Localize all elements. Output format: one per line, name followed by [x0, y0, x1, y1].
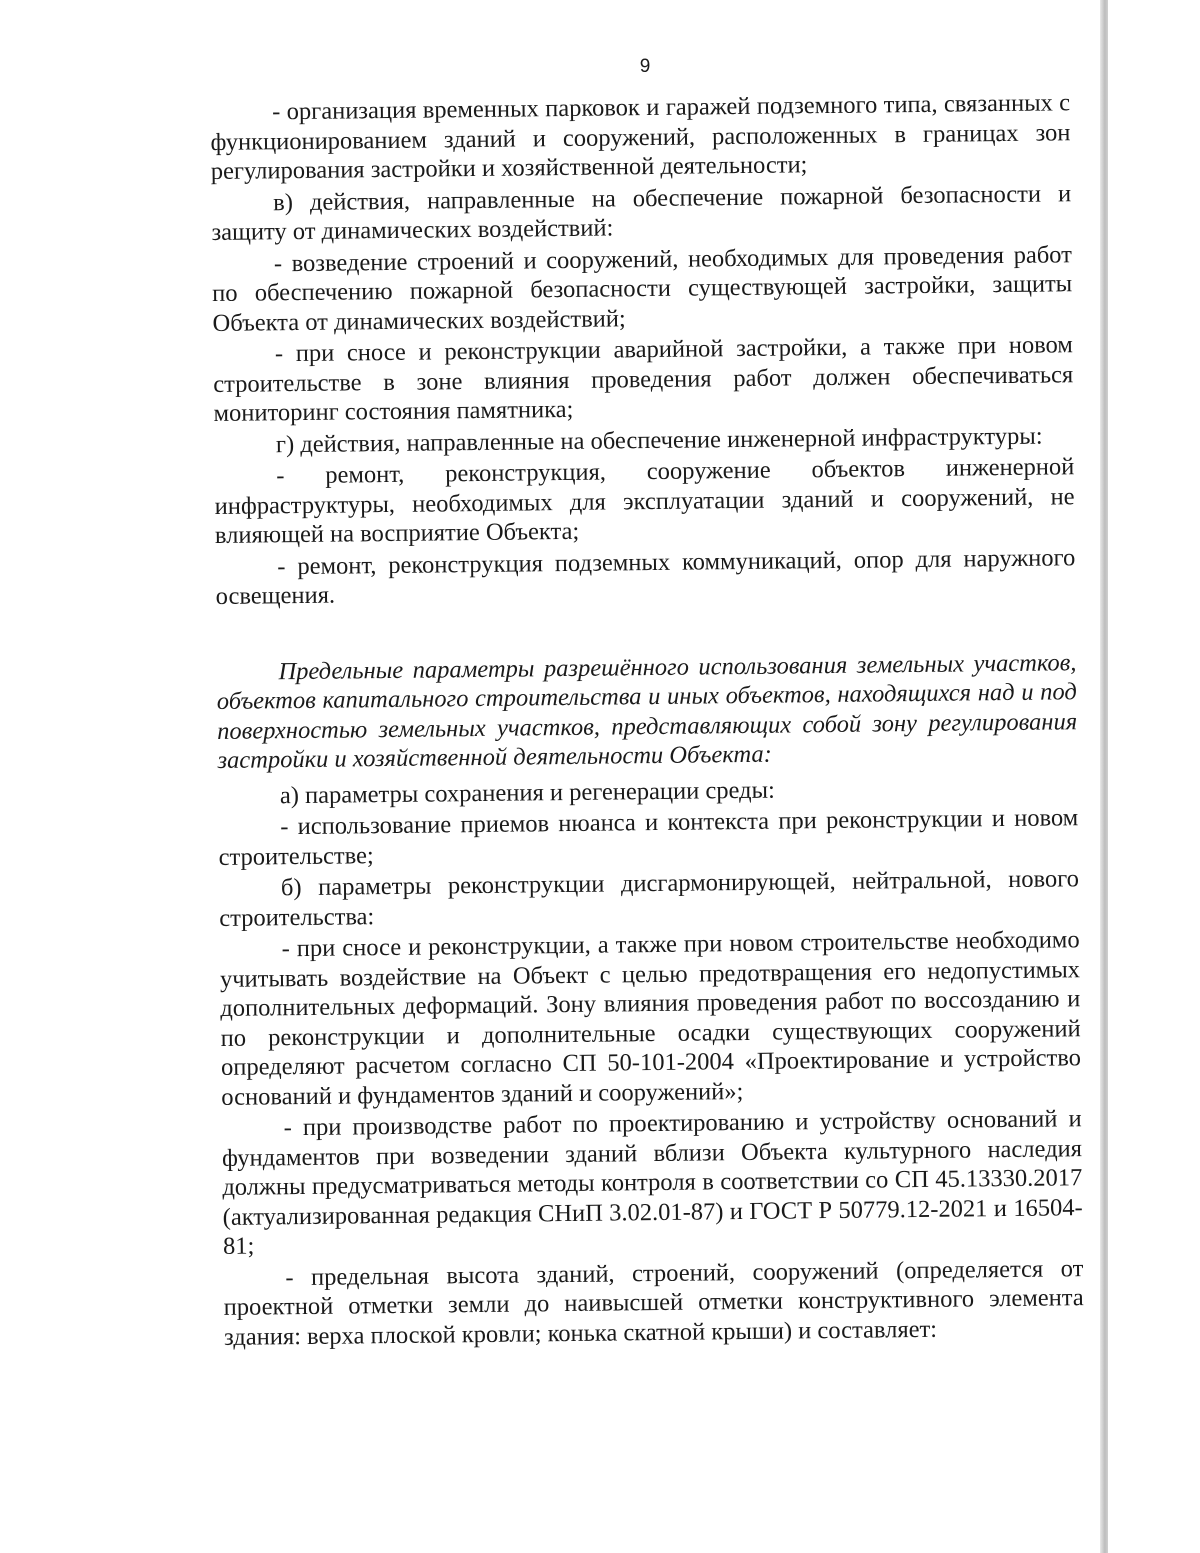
paragraph: - возведение строений и сооружений, необходимых для проведения работ по обеспечению пожарной безопасности существующей застройки, защиты Объекта от динамических воздействий;: [212, 240, 1073, 337]
paragraph: а) параметры сохранения и регенерации среды:: [279, 776, 775, 809]
paragraph: - ремонт, реконструкция подземных коммуникаций, опор для наружного освещения.: [215, 543, 1076, 610]
paragraph: - ремонт, реконструкция, сооружение объектов инженерной инфраструктуры, необходимых для эксплуатации зданий и сооружений, не влияющей на восприятие Объекта;: [214, 453, 1075, 549]
scan-margin: [1108, 0, 1200, 1553]
paragraph: в) действия, направленные на обеспечение пожарной безопасности и защиту от динамических воздействий:: [211, 179, 1072, 246]
paragraph: - использование приемов нюанса и контекста при реконструкции и новом строительстве;: [218, 804, 1079, 871]
paragraph: - при производстве работ по проектированию и устройству оснований и фундаментов при возведении зданий вблизи Объекта культурного наследия должны предусматриваться методы контроля в соответствии со СП 45.13330.2017 (актуализированная редакция СНиП 3.02.01-87) и ГОСТ Р 50779.12-2021 и 16504-81;: [221, 1105, 1083, 1260]
paragraph: б) параметры реконструкции дисгармонирующей, нейтральной, нового строительства:: [219, 865, 1080, 932]
paragraph: - при сносе и реконструкции аварийной застройки, а также при новом строительстве в зоне влияния проведения работ должен обеспечиваться мониторинг состояния памятника;: [213, 331, 1074, 427]
page-number: 9: [639, 56, 651, 77]
page-edge-shadow: [1100, 0, 1108, 1553]
paragraph: - организация временных парковок и гаражей подземного типа, связанных с функционированием зданий и сооружений, расположенных в границах зон регулирования застройки и хозяйственной деятельности;: [210, 89, 1071, 185]
paragraph: - при сносе и реконструкции, а также при новом строительстве необходимо учитывать воздействие на Объект с целью предотвращения его недопустимых дополнительных деформаций. Зону влияния проведения работ по воссозданию и по реконструкции и дополнительные осадки существующих сооружений определяют расчетом согласно СП 50-101-2004 «Проектирование и устройство оснований и фундаментов зданий и сооружений»;: [219, 926, 1082, 1111]
paragraph: г) действия, направленные на обеспечение инженерной инфраструктуры:: [275, 422, 1043, 458]
body-text: [210, 88, 1084, 1354]
italic-heading: Предельные параметры разрешённого использования земельных участков, объектов капитального строительства и иных объектов, находящихся над и под поверхностью земельных участков, представляющих собой зону регулирования застройки и хозяйственной деятельности Объекта:: [216, 648, 1078, 774]
paragraph: - предельная высота зданий, строений, сооружений (определяется от проектной отметки земли до наивысшей отметки конструктивного элемента здания: верха плоской кровли; конька скатной крыши) и составляет:: [223, 1254, 1084, 1351]
